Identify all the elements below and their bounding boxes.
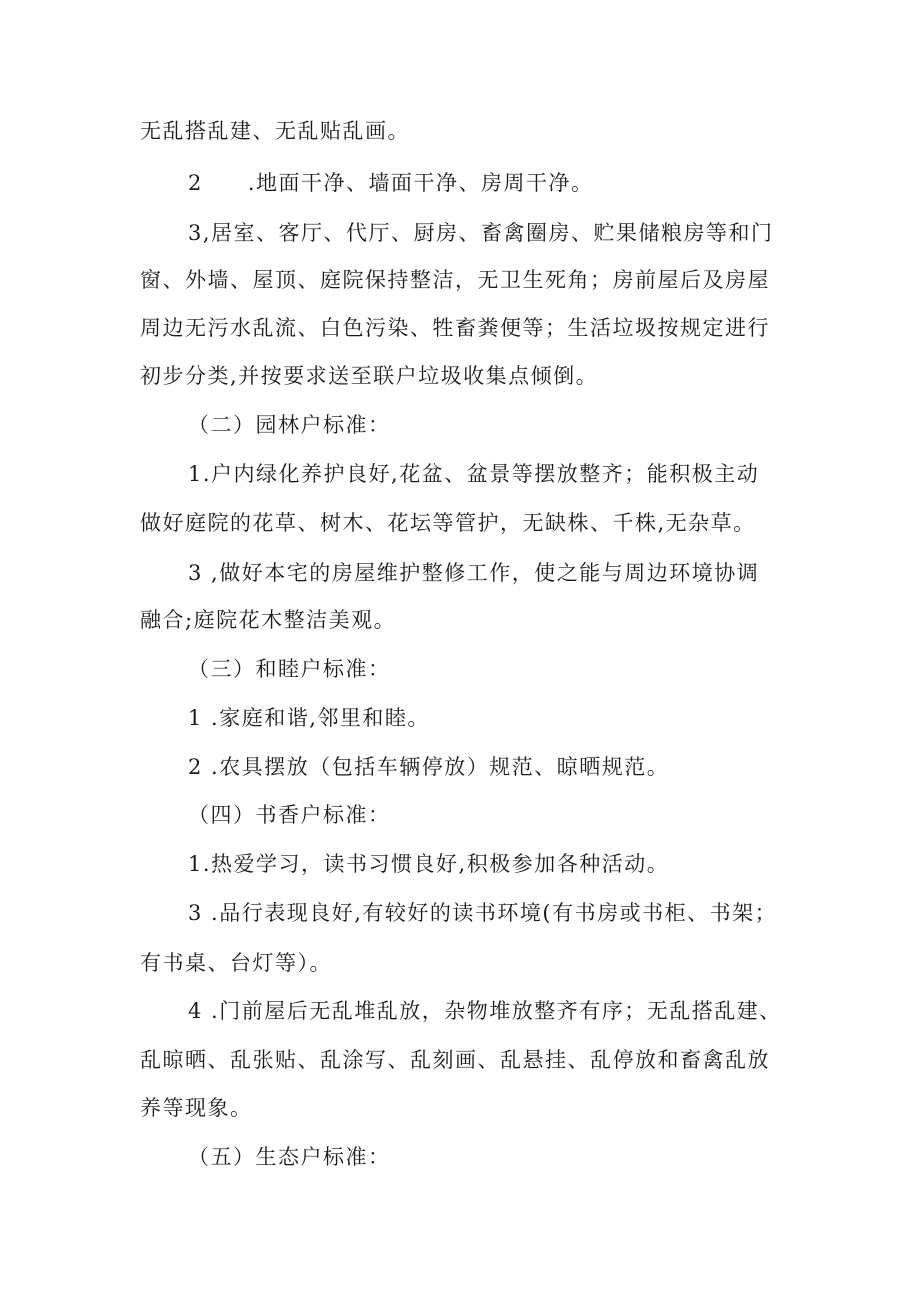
body-line: 乱晾晒、乱张贴、乱涂写、乱刻画、乱悬挂、乱停放和畜禽乱放: [140, 1048, 770, 1072]
list-item: 1 .家庭和谐,邻里和睦。: [188, 706, 430, 730]
list-item: 3 ,做好本宅的房屋维护整修工作，使之能与周边环境协调: [188, 561, 760, 585]
body-line: 做好庭院的花草、树木、花坛等管护，无缺株、千株,无杂草。: [140, 511, 756, 535]
section-heading: （三）和睦户标准：: [188, 657, 391, 681]
body-line: 初步分类,并按要求送至联户垃圾收集点倾倒。: [140, 364, 599, 388]
list-item: 2 .农具摆放（包括车辆停放）规范、晾晒规范。: [188, 755, 670, 779]
list-item: 3,居室、客厅、代厅、厨房、畜禽圈房、贮果储粮房等和门: [188, 221, 774, 245]
list-item: 1.热爱学习，读书习惯良好,积极参加各种活动。: [188, 852, 670, 876]
list-item: 3 .品行表现良好,有较好的读书环境(有书房或书柜、书架；: [188, 901, 778, 925]
list-item: 4 .门前屋后无乱堆乱放，杂物堆放整齐有序；无乱搭乱建、: [188, 999, 782, 1023]
body-line: 养等现象。: [140, 1096, 253, 1120]
list-item: 1.户内绿化养护良好,花盆、盆景等摆放整齐；能积极主动: [188, 462, 760, 486]
body-line: 融合;庭院花木整洁美观。: [140, 608, 397, 632]
section-heading: （五）生态户标准：: [188, 1145, 391, 1169]
body-line: 周边无污水乱流、白色污染、牲畜粪便等；生活垃圾按规定进行: [140, 316, 770, 340]
section-heading: （四）书香户标准：: [188, 803, 391, 827]
list-item: 2 .地面干净、墙面干净、房周干净。: [188, 171, 594, 195]
body-line: 有书桌、台灯等）。: [140, 951, 332, 975]
section-heading: （二）园林户标准：: [188, 413, 391, 437]
body-line: 窗、外墙、屋顶、庭院保持整洁，无卫生死角；房前屋后及房屋: [140, 268, 770, 292]
body-line: 无乱搭乱建、无乱贴乱画。: [140, 119, 410, 143]
